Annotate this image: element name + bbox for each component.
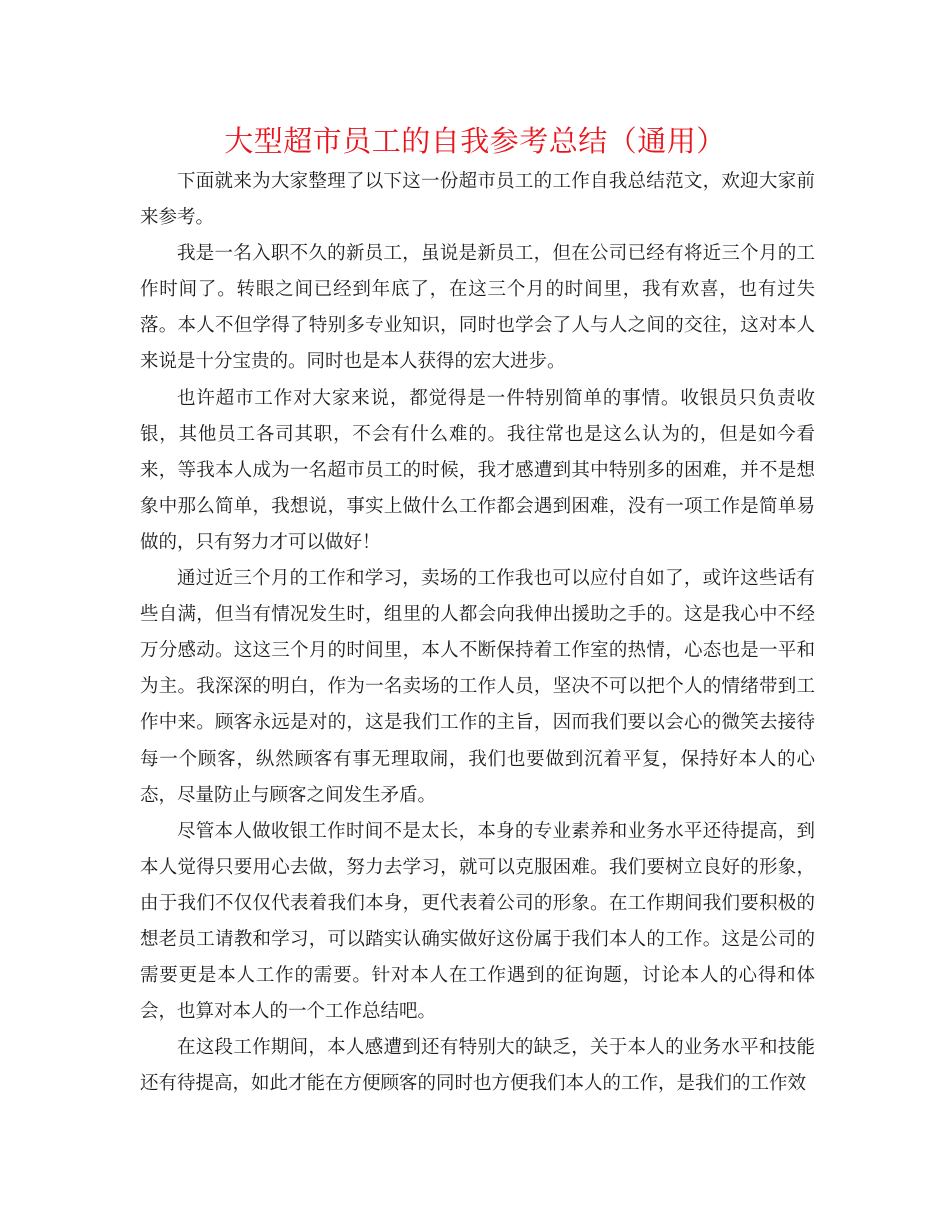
paragraph-2: 我是一名入职不久的新员工，虽说是新员工，但在公司已经有将近三个月的工作时间了。转眼之间已经到年底了，在这三个月的时间里，我有欢喜，也有过失落。本人不但学得了特别多专业知识，同时也学会了人与人之间的交往，这对本人来说是十分宝贵的。同时也是本人获得的宏大进步。: [140, 243, 815, 373]
paragraph-3: 也许超市工作对大家来说，都觉得是一件特别简单的事情。收银员只负责收银，其他员工各司其职，不会有什么难的。我往常也是这么认为的，但是如今看来，等我本人成为一名超市员工的时候，我才感遭到其中特别多的困难，并不是想象中那么简单，我想说，事实上做什么工作都会遇到困难，没有一项工作是简单易做的，只有努力才可以做好！: [140, 387, 815, 553]
paragraph-4: 通过近三个月的工作和学习，卖场的工作我也可以应付自如了，或许这些话有些自满，但当有情况发生时，组里的人都会向我伸出援助之手的。这是我心中不经万分感动。这这三个月的时间里，本人不断保持着工作室的热情，心态也是一平和为主。我深深的明白，作为一名卖场的工作人员，坚决不可以把个人的情绪带到工作中来。顾客永远是对的，这是我们工作的主旨，因而我们要以会心的微笑去接待每一个顾客，纵然顾客有事无理取闹，我们也要做到沉着平复，保持好本人的心态，尽量防止与顾客之间发生矛盾。: [140, 568, 815, 806]
paragraph-1: 下面就来为大家整理了以下这一份超市员工的工作自我总结范文，欢迎大家前来参考。: [140, 171, 815, 229]
paragraph-6: 在这段工作期间，本人感遭到还有特别大的缺乏，关于本人的业务水平和技能还有待提高，如此才能在方便顾客的同时也方便我们本人的工作，是我们的工作效: [140, 1037, 815, 1095]
paragraph-5: 尽管本人做收银工作时间不是太长，本身的专业素养和业务水平还待提高，到本人觉得只要用心去做，努力去学习，就可以克服困难。我们要树立良好的形象，由于我们不仅仅代表着我们本身，更代表着公司的形象。在工作期间我们要积极的想老员工请教和学习，可以踏实认确实做好这份属于我们本人的工作。这是公司的需要更是本人工作的需要。针对本人在工作遇到的征询题，讨论本人的心得和体会，也算对本人的一个工作总结吧。: [140, 820, 815, 1023]
document-body: [140, 164, 815, 1102]
document-title: 大型超市员工的自我参考总结（通用）: [224, 124, 726, 158]
